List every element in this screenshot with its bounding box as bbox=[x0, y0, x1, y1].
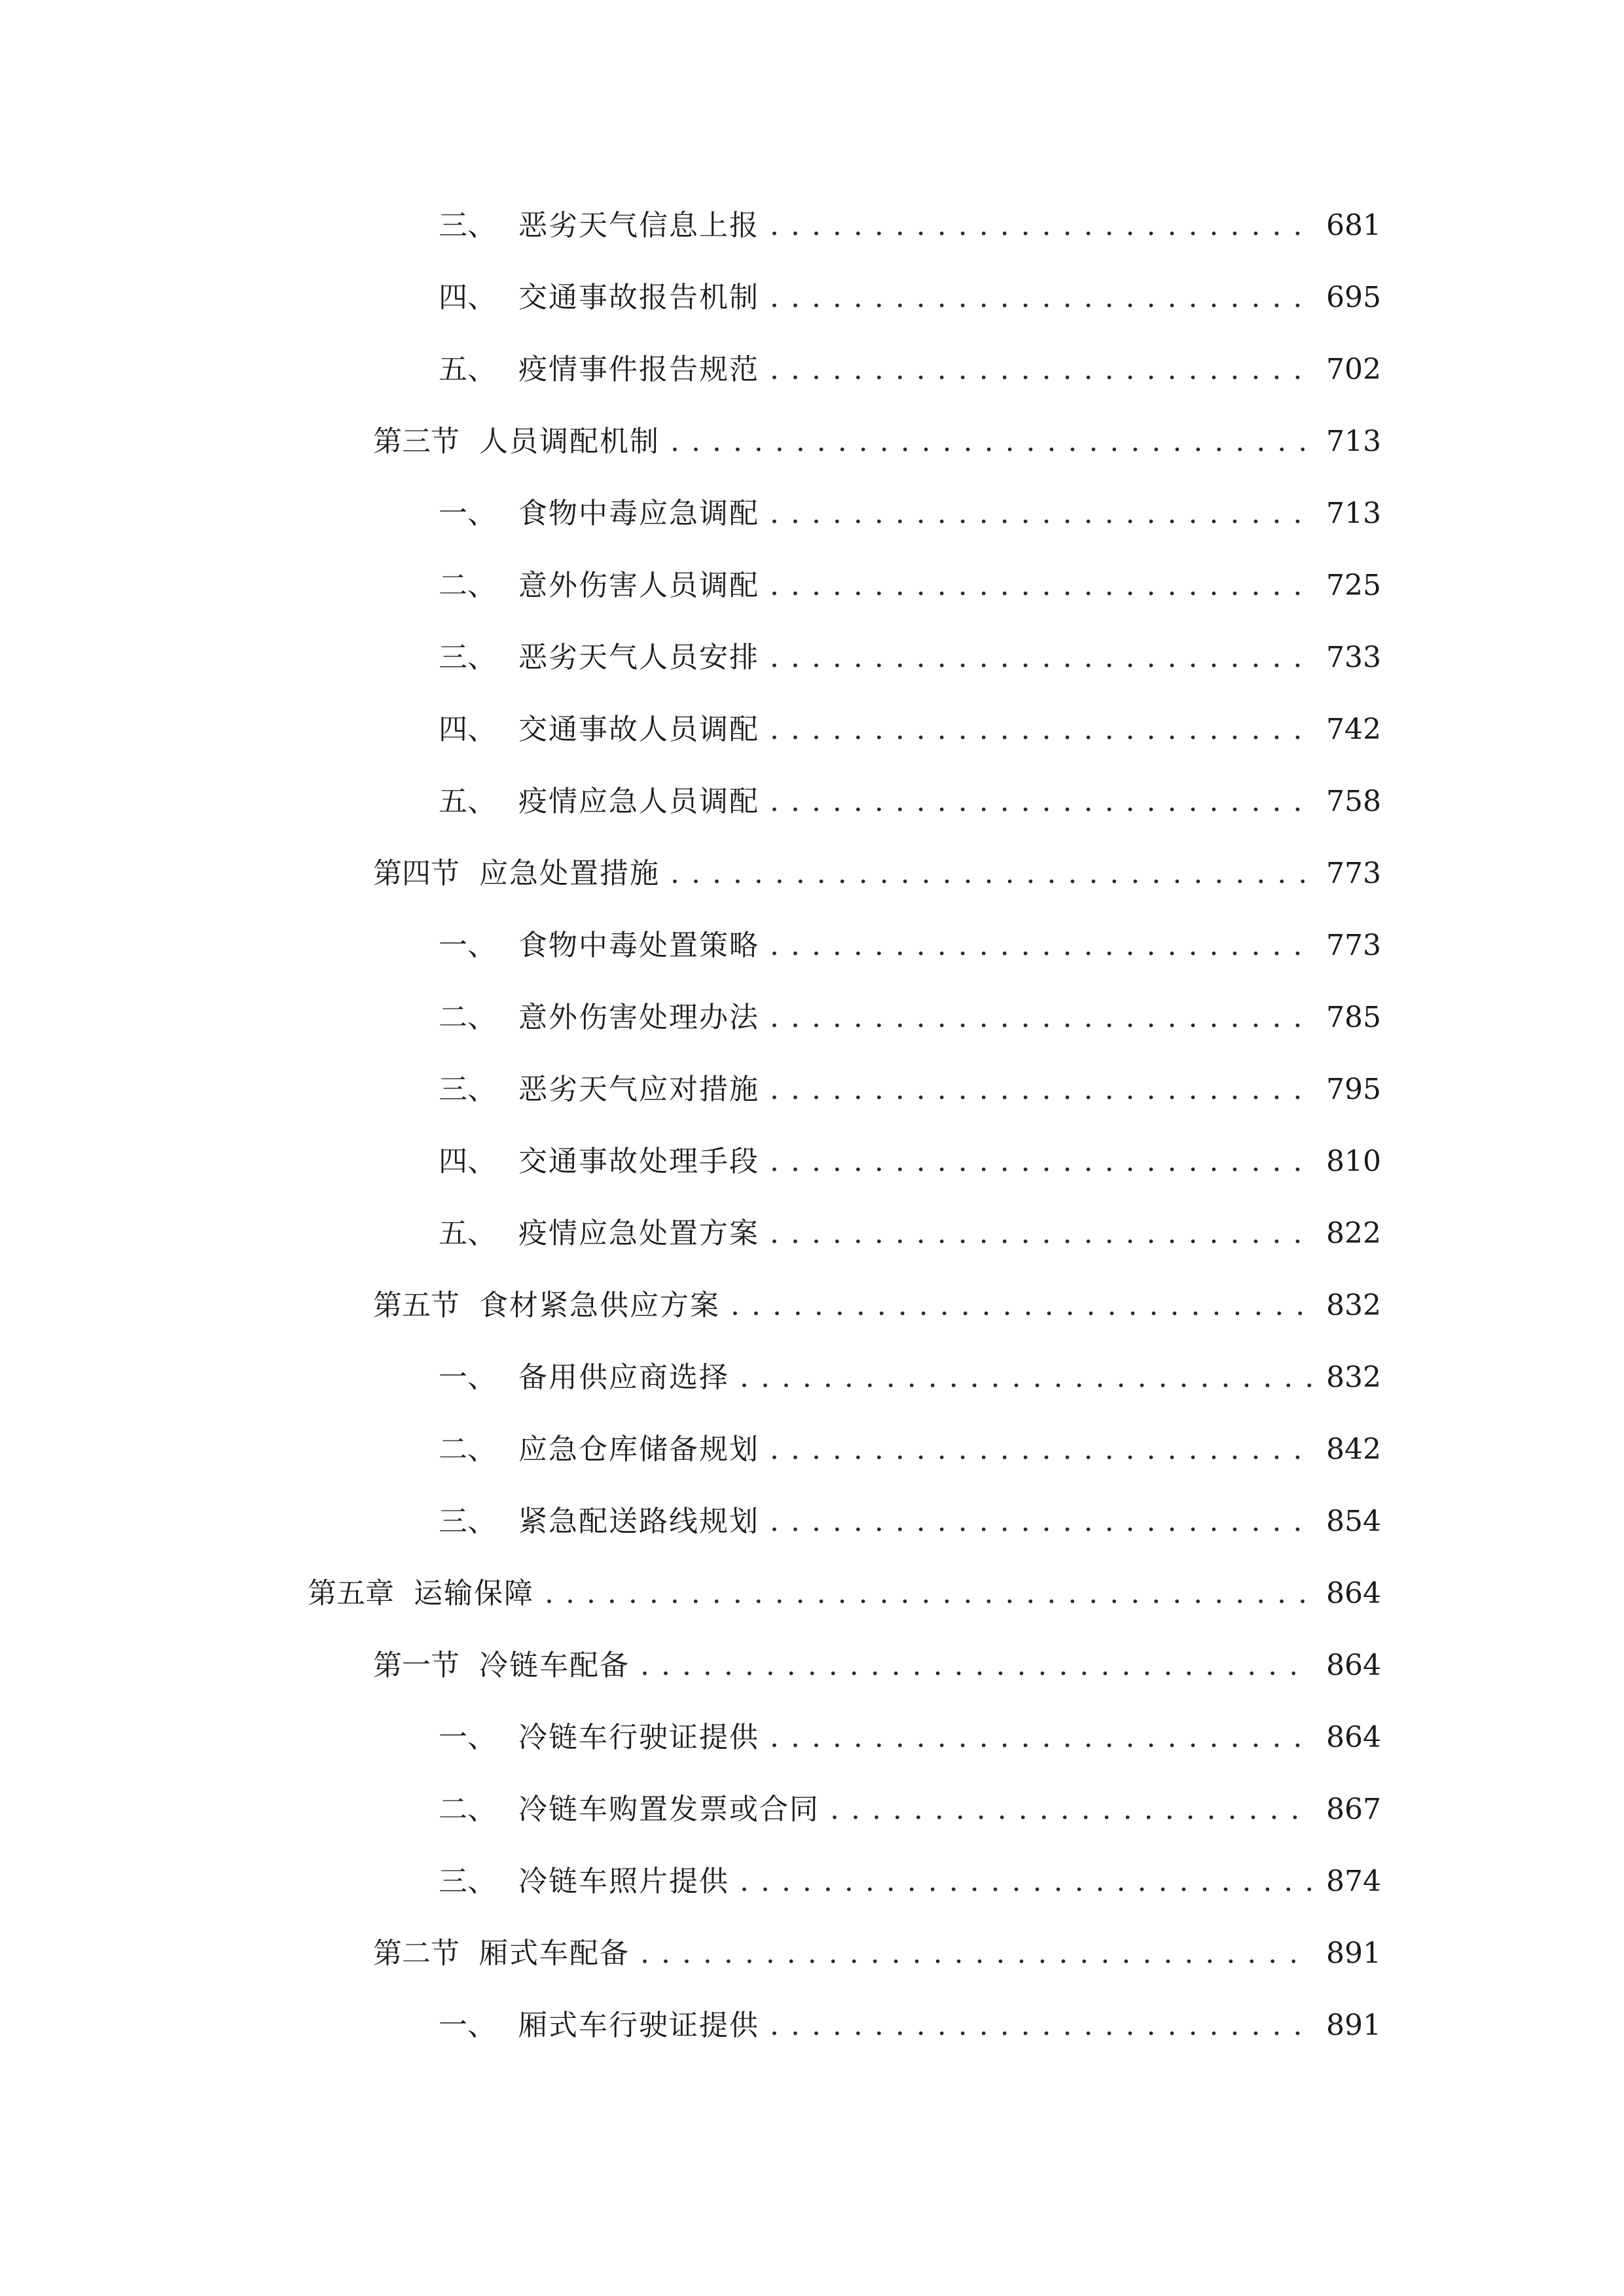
toc-entry-page: 891 bbox=[1326, 1937, 1381, 1970]
dot-leader bbox=[770, 766, 1312, 838]
toc-entry[interactable] bbox=[308, 334, 1381, 406]
toc-entry-marker: 二、 bbox=[439, 1433, 496, 1466]
toc-entry-marker: 二、 bbox=[439, 1793, 496, 1826]
toc-entry-title: 备用供应商选择 bbox=[518, 1361, 729, 1394]
toc-section-entry[interactable] bbox=[308, 1630, 1381, 1702]
toc-entry-marker: 第五节 bbox=[373, 1289, 460, 1322]
dot-leader bbox=[770, 910, 1312, 982]
toc-entry-title: 厢式车配备 bbox=[479, 1937, 630, 1970]
toc-entry-page: 713 bbox=[1326, 497, 1381, 530]
toc-entry-marker: 二、 bbox=[439, 569, 496, 602]
dot-leader bbox=[740, 1342, 1312, 1414]
dot-leader bbox=[770, 982, 1312, 1054]
toc-entry-title: 冷链车配备 bbox=[479, 1649, 630, 1682]
toc-entry-page: 695 bbox=[1326, 281, 1381, 314]
toc-entry-title: 恶劣天气信息上报 bbox=[518, 209, 759, 242]
toc-entry-title: 意外伤害处理办法 bbox=[518, 1001, 759, 1034]
toc-entry-title: 紧急配送路线规划 bbox=[518, 1505, 759, 1538]
toc-entry-marker: 第四节 bbox=[373, 857, 460, 890]
toc-entry-title: 恶劣天气应对措施 bbox=[518, 1073, 759, 1106]
toc-entry-page: 733 bbox=[1326, 641, 1381, 674]
toc-section-entry[interactable] bbox=[308, 406, 1381, 478]
toc-entry[interactable] bbox=[308, 550, 1381, 622]
toc-entry-marker: 三、 bbox=[439, 1505, 496, 1538]
toc-entry[interactable] bbox=[308, 1414, 1381, 1486]
toc-entry-marker: 三、 bbox=[439, 641, 496, 674]
toc-entry-marker: 四、 bbox=[439, 281, 496, 314]
dot-leader bbox=[740, 1846, 1312, 1918]
toc-entry-marker: 三、 bbox=[439, 209, 496, 242]
toc-entry-page: 713 bbox=[1326, 425, 1381, 458]
toc-section-entry[interactable] bbox=[308, 838, 1381, 910]
toc-chapter-entry[interactable] bbox=[308, 1558, 1381, 1630]
dot-leader bbox=[770, 1486, 1312, 1558]
toc-entry[interactable] bbox=[308, 1846, 1381, 1918]
toc-entry-marker: 二、 bbox=[439, 1001, 496, 1034]
toc-entry[interactable] bbox=[308, 982, 1381, 1054]
toc-entry-title: 人员调配机制 bbox=[479, 425, 660, 458]
toc-entry-marker: 一、 bbox=[439, 497, 496, 530]
dot-leader bbox=[770, 1990, 1312, 2062]
dot-leader bbox=[770, 1126, 1312, 1198]
toc-entry-page: 832 bbox=[1326, 1289, 1381, 1322]
dot-leader bbox=[770, 190, 1312, 262]
toc-entry[interactable] bbox=[308, 910, 1381, 982]
dot-leader bbox=[670, 838, 1312, 910]
toc-entry-page: 864 bbox=[1326, 1649, 1381, 1682]
toc-entry[interactable] bbox=[308, 1486, 1381, 1558]
toc-entry-title: 食材紧急供应方案 bbox=[479, 1289, 720, 1322]
toc-entry[interactable] bbox=[308, 262, 1381, 334]
toc-entry-title: 冷链车购置发票或合同 bbox=[518, 1793, 820, 1826]
toc-entry-marker: 五、 bbox=[439, 785, 496, 818]
dot-leader bbox=[640, 1630, 1312, 1702]
toc-entry-page: 822 bbox=[1326, 1217, 1381, 1250]
toc-entry-title: 疫情应急处置方案 bbox=[518, 1217, 759, 1250]
toc-entry-page: 867 bbox=[1326, 1793, 1381, 1826]
toc-entry-marker: 第二节 bbox=[373, 1937, 460, 1970]
toc-entry-title: 意外伤害人员调配 bbox=[518, 569, 759, 602]
toc-entry-page: 842 bbox=[1326, 1433, 1381, 1466]
toc-entry-title: 冷链车行驶证提供 bbox=[518, 1721, 759, 1754]
toc-entry-title: 疫情应急人员调配 bbox=[518, 785, 759, 818]
toc-entry-page: 810 bbox=[1326, 1145, 1381, 1178]
toc-entry-page: 742 bbox=[1326, 713, 1381, 746]
toc-entry-marker: 一、 bbox=[439, 929, 496, 962]
toc-entry-page: 702 bbox=[1326, 353, 1381, 386]
toc-entry-marker: 三、 bbox=[439, 1865, 496, 1898]
toc-entry-title: 交通事故报告机制 bbox=[518, 281, 759, 314]
toc-entry[interactable] bbox=[308, 1774, 1381, 1846]
dot-leader bbox=[640, 1918, 1312, 1990]
toc-entry-marker: 第三节 bbox=[373, 425, 460, 458]
dot-leader bbox=[731, 1270, 1312, 1342]
toc-entry-marker: 一、 bbox=[439, 2009, 496, 2042]
toc-entry-page: 864 bbox=[1326, 1721, 1381, 1754]
toc-entry-marker: 一、 bbox=[439, 1361, 496, 1394]
dot-leader bbox=[770, 1054, 1312, 1126]
toc-entry-title: 交通事故人员调配 bbox=[518, 713, 759, 746]
dot-leader bbox=[770, 334, 1312, 406]
dot-leader bbox=[770, 550, 1312, 622]
toc-entry-title: 厢式车行驶证提供 bbox=[518, 2009, 759, 2042]
toc-entry-page: 864 bbox=[1326, 1577, 1381, 1610]
toc-entry-title: 应急仓库储备规划 bbox=[518, 1433, 759, 1466]
toc-entry-title: 交通事故处理手段 bbox=[518, 1145, 759, 1178]
toc-entry-page: 785 bbox=[1326, 1001, 1381, 1034]
toc-entry-title: 应急处置措施 bbox=[479, 857, 660, 890]
toc-entry-page: 795 bbox=[1326, 1073, 1381, 1106]
toc-entry[interactable] bbox=[308, 1990, 1381, 2062]
toc-section-entry[interactable] bbox=[308, 1918, 1381, 1990]
toc-entry-marker: 三、 bbox=[439, 1073, 496, 1106]
toc-entry-marker: 五、 bbox=[439, 1217, 496, 1250]
dot-leader bbox=[770, 694, 1312, 766]
dot-leader bbox=[830, 1774, 1312, 1846]
toc-entry-title: 食物中毒处置策略 bbox=[518, 929, 759, 962]
dot-leader bbox=[770, 1414, 1312, 1486]
toc-entry-page: 854 bbox=[1326, 1505, 1381, 1538]
toc-entry[interactable] bbox=[308, 1342, 1381, 1414]
toc-entry-page: 874 bbox=[1326, 1865, 1381, 1898]
toc-entry-marker: 第一节 bbox=[373, 1649, 460, 1682]
toc-entry-page: 758 bbox=[1326, 785, 1381, 818]
toc-entry-title: 恶劣天气人员安排 bbox=[518, 641, 759, 674]
toc-entry-marker: 一、 bbox=[439, 1721, 496, 1754]
toc-entry[interactable] bbox=[308, 1126, 1381, 1198]
toc-entry-page: 891 bbox=[1326, 2009, 1381, 2042]
table-of-contents bbox=[308, 190, 1381, 2062]
toc-entry-page: 832 bbox=[1326, 1361, 1381, 1394]
toc-entry-title: 运输保障 bbox=[414, 1577, 534, 1610]
toc-entry[interactable] bbox=[308, 1198, 1381, 1270]
toc-entry-marker: 第五章 bbox=[308, 1577, 394, 1610]
toc-entry-title: 疫情事件报告规范 bbox=[518, 353, 759, 386]
toc-entry[interactable] bbox=[308, 622, 1381, 694]
toc-entry[interactable] bbox=[308, 1702, 1381, 1774]
toc-entry[interactable] bbox=[308, 1054, 1381, 1126]
toc-entry-marker: 四、 bbox=[439, 713, 496, 746]
toc-entry-title: 食物中毒应急调配 bbox=[518, 497, 759, 530]
dot-leader bbox=[770, 478, 1312, 550]
toc-entry-marker: 五、 bbox=[439, 353, 496, 386]
toc-entry-page: 725 bbox=[1326, 569, 1381, 602]
toc-entry-page: 681 bbox=[1326, 209, 1381, 242]
toc-entry[interactable] bbox=[308, 478, 1381, 550]
toc-entry-marker: 四、 bbox=[439, 1145, 496, 1178]
toc-entry-page: 773 bbox=[1326, 857, 1381, 890]
toc-section-entry[interactable] bbox=[308, 1270, 1381, 1342]
dot-leader bbox=[545, 1558, 1312, 1630]
toc-entry[interactable] bbox=[308, 694, 1381, 766]
dot-leader bbox=[770, 262, 1312, 334]
dot-leader bbox=[770, 1702, 1312, 1774]
toc-entry-page: 773 bbox=[1326, 929, 1381, 962]
dot-leader bbox=[670, 406, 1312, 478]
toc-entry[interactable] bbox=[308, 766, 1381, 838]
dot-leader bbox=[770, 1198, 1312, 1270]
toc-entry-title: 冷链车照片提供 bbox=[518, 1865, 729, 1898]
toc-entry[interactable] bbox=[308, 190, 1381, 262]
dot-leader bbox=[770, 622, 1312, 694]
